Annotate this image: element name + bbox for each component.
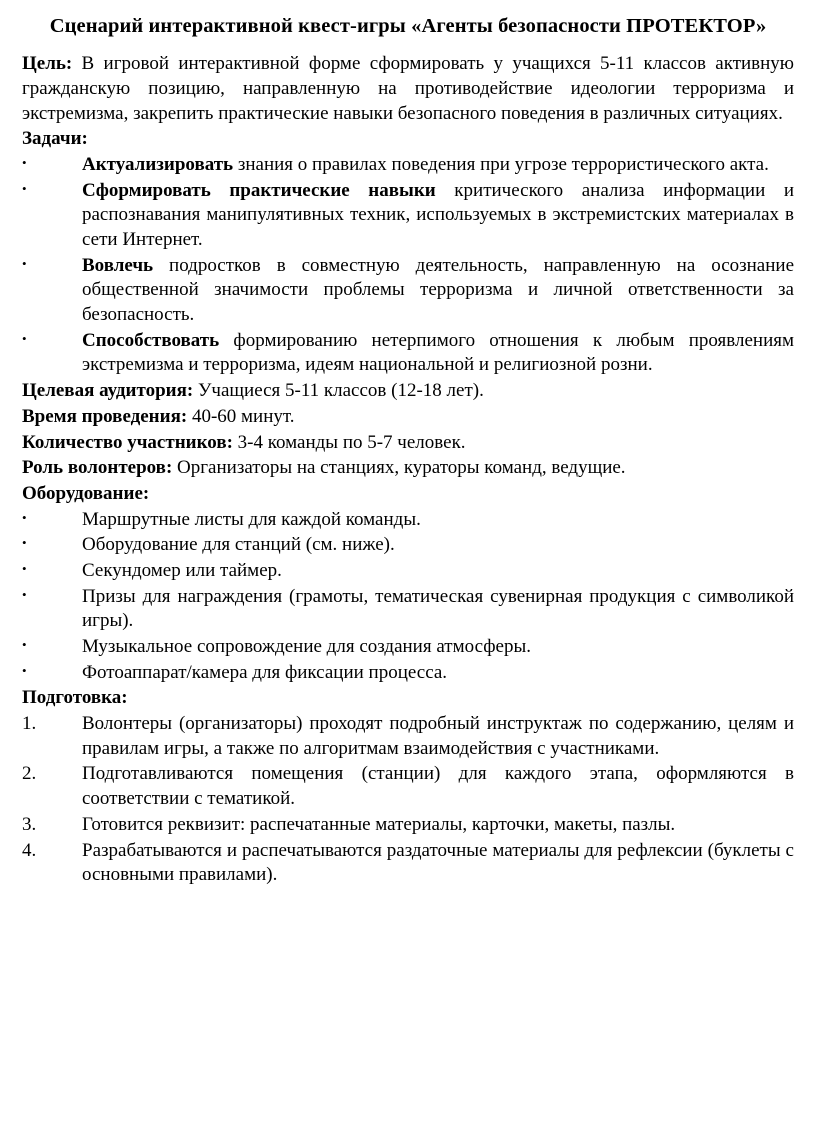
equipment-item xyxy=(22,635,794,660)
task-item xyxy=(22,254,794,328)
preparation-item-text: Подготавливаются помещения (станции) для каждого этапа, оформляются в соответствии с тематикой. xyxy=(82,763,794,810)
param-value: Учащиеся 5-11 классов (12-18 лет). xyxy=(193,380,484,402)
task-item-bold: Актуализировать xyxy=(82,153,234,175)
equipment-item-text: Фотоаппарат/камера для фиксации процесса. xyxy=(82,661,448,683)
preparation-item-number: 1. xyxy=(22,713,37,735)
param-row xyxy=(22,456,794,481)
preparation-item xyxy=(22,839,794,888)
param-value: 3-4 команды по 5-7 человек. xyxy=(232,431,466,453)
preparation-item-text: Готовится реквизит: распечатанные материалы, карточки, макеты, пазлы. xyxy=(82,813,676,835)
preparation-item-number: 2. xyxy=(22,763,37,785)
task-item-content xyxy=(82,179,794,253)
task-item xyxy=(22,153,794,178)
task-item-bold: Способствовать xyxy=(82,329,220,351)
equipment-item-text: Маршрутные листы для каждой команды. xyxy=(82,508,421,530)
preparation-item-number: 4. xyxy=(22,839,37,861)
param-value: 40-60 минут. xyxy=(187,405,295,427)
equipment-item xyxy=(22,508,794,533)
goal-label: Цель: xyxy=(22,53,73,75)
preparation-item-text: Разрабатываются и распечатываются раздаточные материалы для рефлексии (буклеты с основными правилами). xyxy=(82,839,794,886)
preparation-heading: Подготовка: xyxy=(22,687,128,709)
bullet-icon: • xyxy=(22,535,27,551)
equipment-item xyxy=(22,533,794,558)
bullet-icon: • xyxy=(22,330,27,346)
task-item-content xyxy=(82,329,794,378)
equipment-item xyxy=(22,559,794,584)
param-label: Роль волонтеров: xyxy=(22,457,173,479)
page-title: Сценарий интерактивной квест-игры «Агенты безопасности ПРОТЕКТОР» xyxy=(49,15,767,37)
equipment-item xyxy=(22,585,794,634)
bullet-icon: • xyxy=(22,509,27,525)
task-item-text: подростков в совместную деятельность, направленную на осознание общественной значимости проблемы терроризма и личной ответственности за безопасность. xyxy=(82,254,794,326)
preparation-item-text: Волонтеры (организаторы) проходят подробный инструктаж по содержанию, целям и правилам игры, а также по алгоритмам взаимодействия с участниками. xyxy=(82,713,794,759)
preparation-item xyxy=(22,712,794,761)
tasks-heading: Задачи: xyxy=(22,128,88,150)
goal-text: В игровой интерактивной форме сформировать у учащихся 5-11 классов активную гражданскую позицию, направленную на противодействие идеологии терроризма и экстремизма, закрепить практические навыки безопасного поведения в различных ситуациях. xyxy=(22,53,794,124)
bullet-icon: • xyxy=(22,154,27,170)
bullet-icon: • xyxy=(22,180,27,196)
task-item-text: критического анализа информации и распознавания манипулятивных техник, используемых в экстремистских материалах в сети Интернет. xyxy=(82,179,794,250)
param-row xyxy=(22,431,794,456)
task-item-content xyxy=(82,254,794,328)
param-row xyxy=(22,405,794,430)
equipment-item-text: Призы для награждения (грамоты, тематическая сувенирная продукция с символикой игры). xyxy=(82,585,794,632)
task-item-text: знания о правилах поведения при угрозе террористического акта. xyxy=(233,153,769,175)
equipment-item-text: Музыкальное сопровождение для создания атмосферы. xyxy=(82,636,532,657)
preparation-item xyxy=(22,762,794,811)
param-value: Организаторы на станциях, кураторы команд, ведущие. xyxy=(172,457,626,479)
equipment-item-text: Секундомер или таймер. xyxy=(82,559,282,581)
param-label: Время проведения: xyxy=(22,405,188,427)
task-item-bold: Сформировать практические навыки xyxy=(82,179,436,201)
bullet-icon: • xyxy=(22,255,27,271)
equipment-item xyxy=(22,661,794,686)
bullet-icon: • xyxy=(22,560,27,576)
equipment-item-text: Оборудование для станций (см. ниже). xyxy=(82,534,395,556)
param-label: Количество участников: xyxy=(22,431,233,453)
param-row xyxy=(22,379,794,404)
param-label: Целевая аудитория: xyxy=(22,380,194,402)
task-item-text: формированию нетерпимого отношения к любым проявлениям экстремизма и терроризма, идеям национальной и религиозной розни. xyxy=(82,329,794,376)
task-item-content xyxy=(82,153,794,178)
goal-paragraph xyxy=(22,52,794,126)
equipment-heading: Оборудование: xyxy=(22,482,150,504)
preparation-item-number: 3. xyxy=(22,813,37,835)
preparation-item xyxy=(22,813,794,838)
task-item xyxy=(22,329,794,378)
bullet-icon: • xyxy=(22,586,27,602)
bullet-icon: • xyxy=(22,662,27,678)
task-item-bold: Вовлечь xyxy=(82,254,154,276)
task-item xyxy=(22,179,794,253)
bullet-icon: • xyxy=(22,637,27,652)
